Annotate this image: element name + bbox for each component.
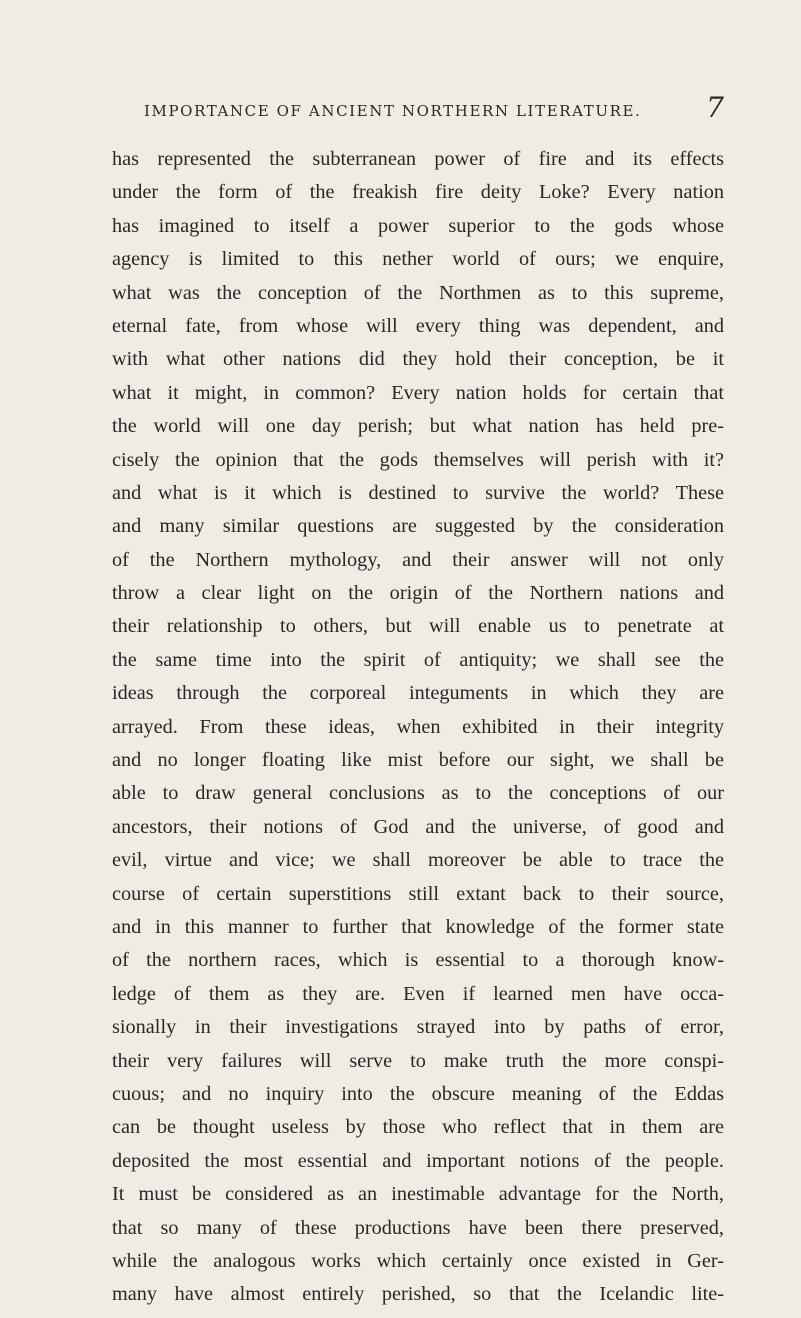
text-line: has imagined to itself a power superior to the gods whose — [112, 214, 724, 237]
text-line: of the northern races, which is essential to a thorough know- — [112, 949, 724, 972]
text-line: of the Northern mythology, and their answer will not only — [112, 548, 724, 571]
running-head — [144, 91, 724, 124]
text-line: ancestors, their notions of God and the universe, of good and — [112, 815, 724, 838]
text-line: that so many of these productions have been there preserved, — [112, 1216, 724, 1239]
text-line: and many similar questions are suggested by the consideration — [112, 515, 724, 538]
text-line: eternal fate, from whose will every thing was dependent, and — [112, 314, 724, 337]
page-number: 7 — [706, 91, 724, 124]
text-line: with what other nations did they hold their conception, be it — [112, 348, 724, 371]
text-line: the world will one day perish; but what nation has held pre- — [112, 415, 724, 438]
text-line: sionally in their investigations strayed into by paths of error, — [112, 1016, 724, 1039]
text-line: cuous; and no inquiry into the obscure meaning of the Eddas — [112, 1082, 724, 1105]
text-line: what was the conception of the Northmen as to this supreme, — [112, 281, 724, 304]
text-line: evil, virtue and vice; we shall moreover be able to trace the — [112, 849, 724, 872]
text-line: and no longer floating like mist before our sight, we shall be — [112, 749, 724, 772]
text-line: agency is limited to this nether world of ours; we enquire, — [112, 248, 724, 271]
text-line: cisely the opinion that the gods themselves will perish with it? — [112, 448, 724, 471]
text-line: ledge of them as they are. Even if learned men have occa- — [112, 982, 724, 1005]
text-line: their very failures will serve to make truth the more conspi- — [112, 1049, 724, 1072]
text-line: their relationship to others, but will enable us to penetrate at — [112, 615, 724, 638]
body-text — [112, 143, 724, 1312]
text-line: while the analogous works which certainly once existed in Ger- — [112, 1249, 724, 1272]
text-line: the same time into the spirit of antiquity; we shall see the — [112, 648, 724, 671]
running-title: IMPORTANCE OF ANCIENT NORTHERN LITERATURE. — [144, 102, 642, 120]
text-line: ideas through the corporeal integuments in which they are — [112, 682, 724, 705]
text-line: many have almost entirely perished, so that the Icelandic lite- — [112, 1283, 724, 1306]
text-line: and in this manner to further that knowledge of the former state — [112, 915, 724, 938]
text-line: and what is it which is destined to survive the world? These — [112, 481, 724, 504]
text-line: what it might, in common? Every nation holds for certain that — [112, 381, 724, 404]
text-line: has represented the subterranean power of fire and its effects — [112, 148, 724, 170]
text-line: throw a clear light on the origin of the Northern nations and — [112, 582, 724, 605]
text-line: course of certain superstitions still extant back to their source, — [112, 882, 724, 905]
text-line: deposited the most essential and important notions of the people. — [112, 1149, 724, 1172]
text-line: under the form of the freakish fire deity Loke? Every nation — [112, 181, 724, 204]
text-line: can be thought useless by those who reflect that in them are — [112, 1116, 724, 1139]
text-line: arrayed. From these ideas, when exhibited in their integrity — [112, 715, 724, 738]
text-line: It must be considered as an inestimable advantage for the North, — [112, 1183, 724, 1206]
text-line: able to draw general conclusions as to the conceptions of our — [112, 782, 724, 805]
